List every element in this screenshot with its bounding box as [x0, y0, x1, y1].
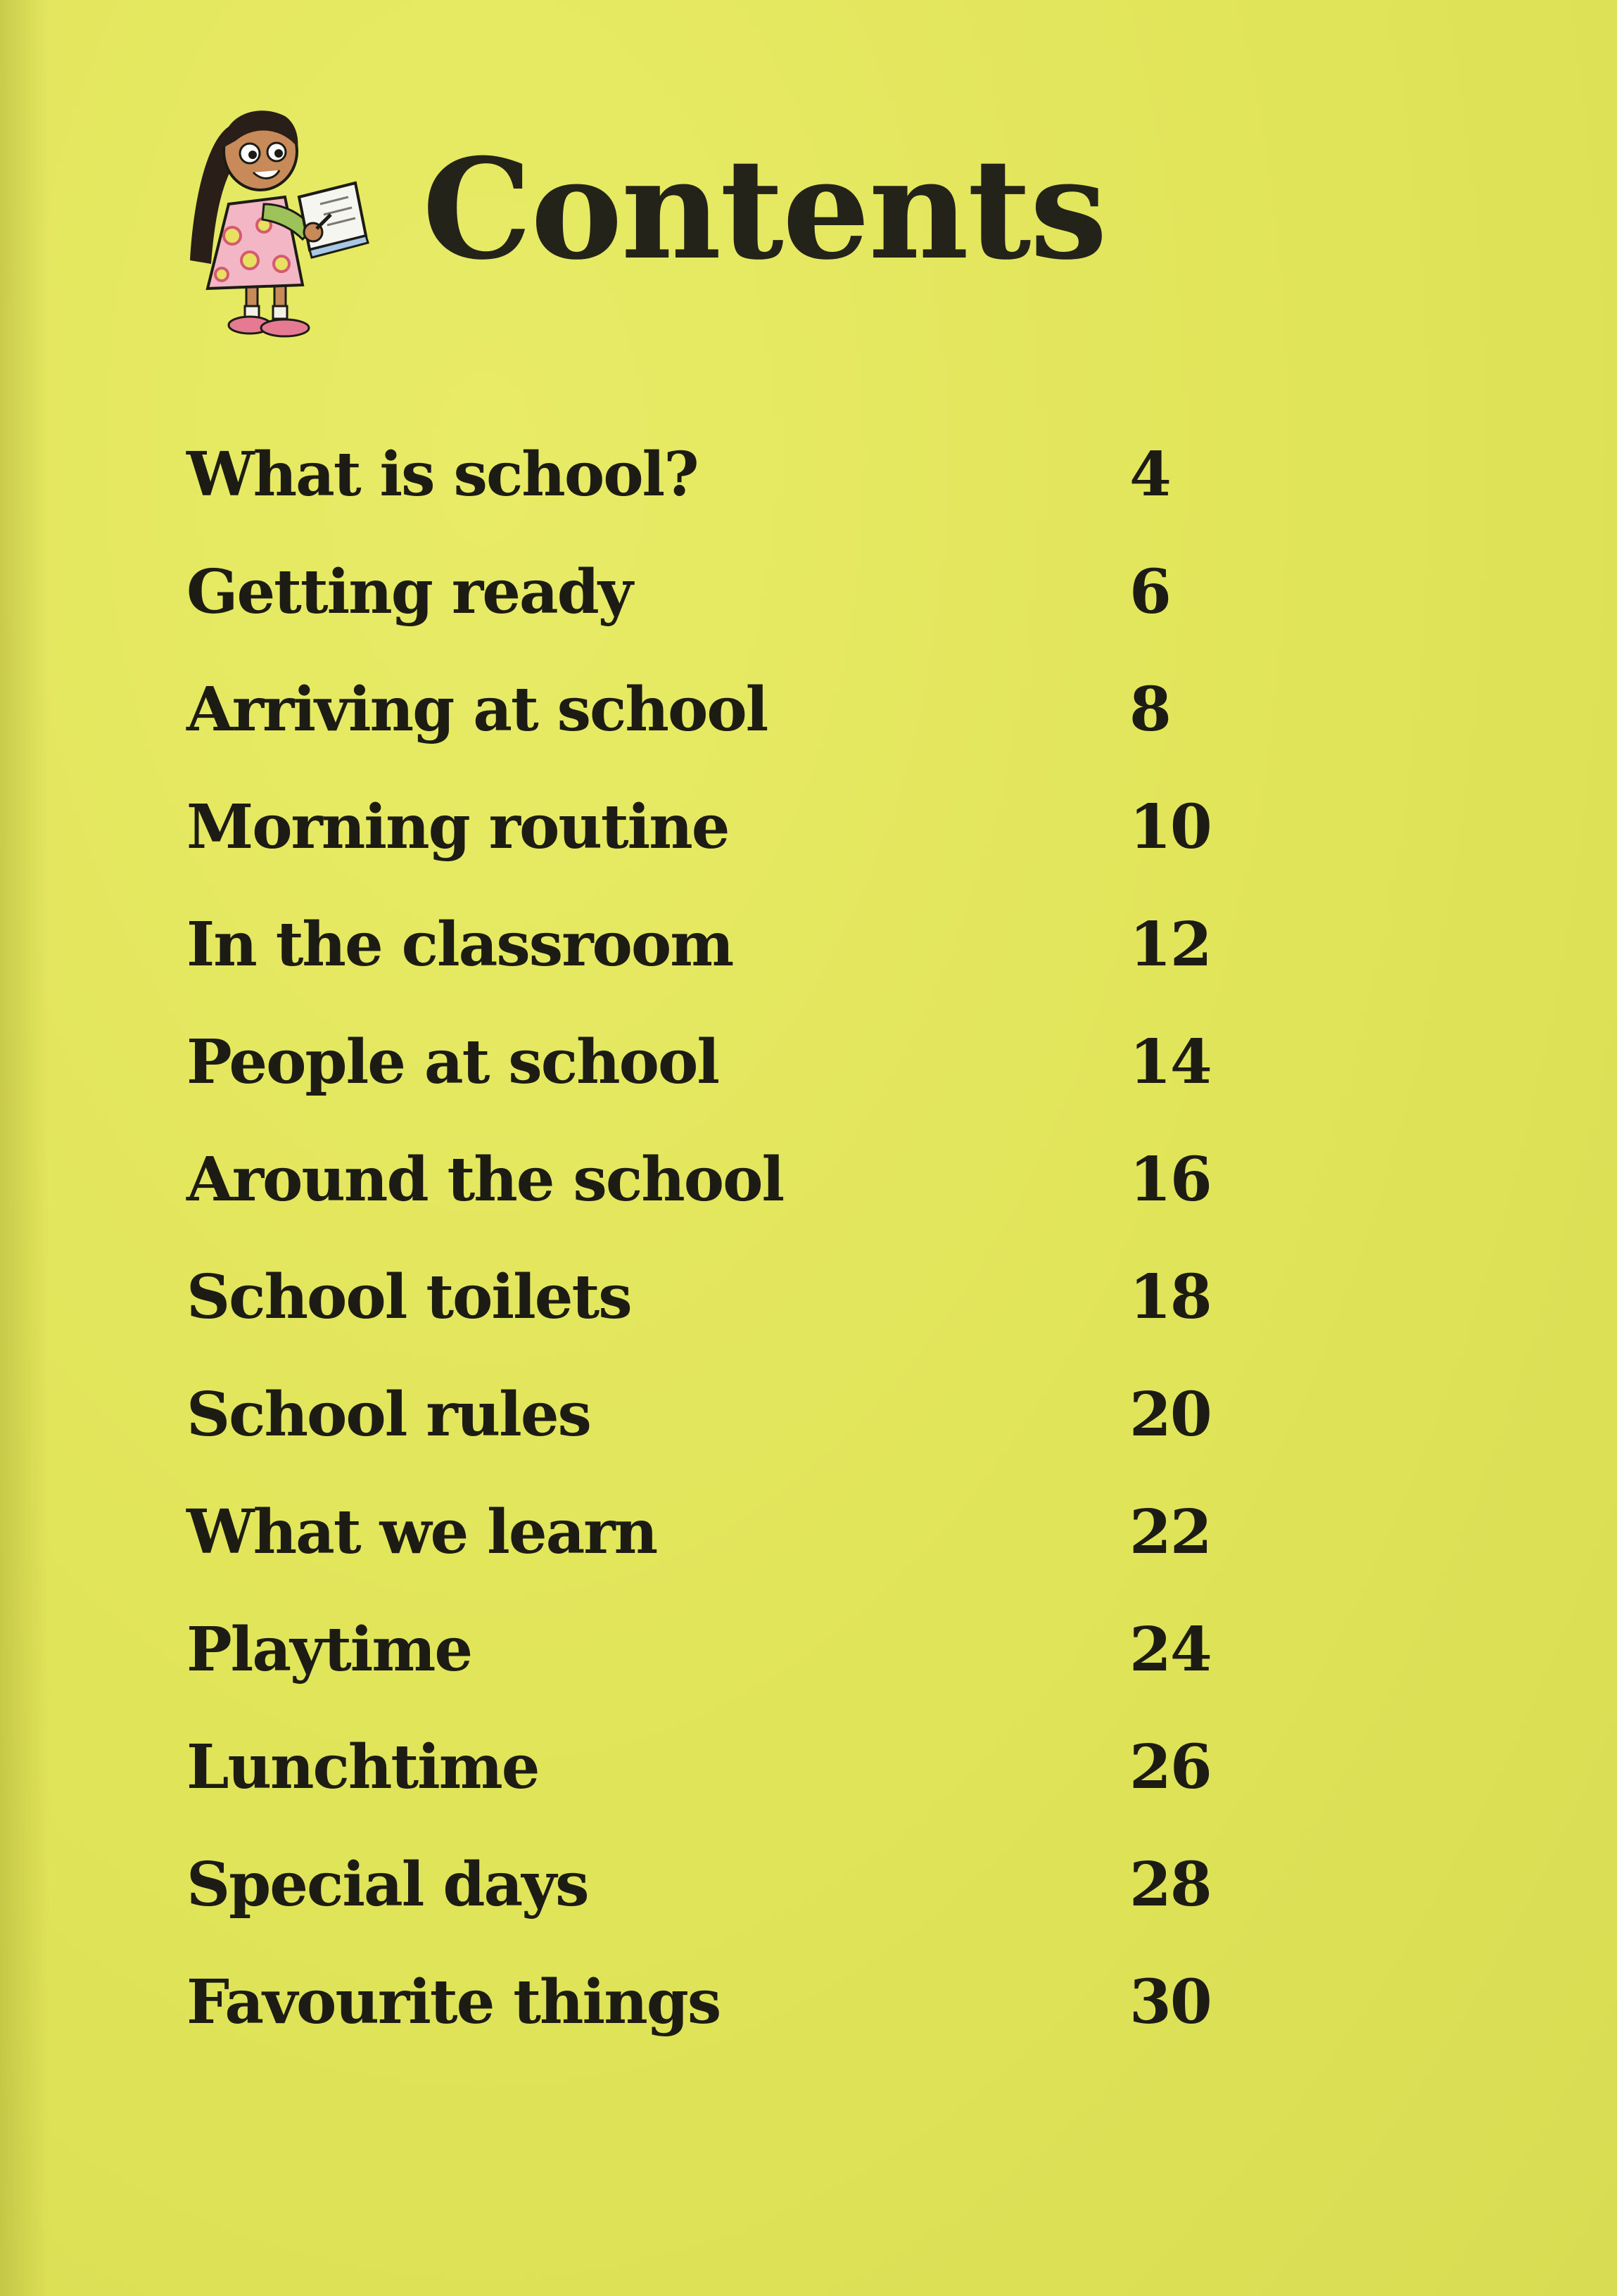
- toc-entry-title: Arriving at school: [186, 674, 768, 745]
- girl-reading-book-icon: [179, 99, 383, 352]
- toc-entry[interactable]: [186, 1725, 1242, 1843]
- toc-entry-title: People at school: [186, 1027, 718, 1098]
- toc-entry-title: Around the school: [186, 1144, 784, 1215]
- toc-entry[interactable]: [186, 433, 1242, 550]
- toc-entry[interactable]: [186, 1255, 1242, 1373]
- toc-entry-title: Getting ready: [186, 557, 632, 628]
- toc-entry-page-number: 6: [1129, 557, 1170, 628]
- toc-entry[interactable]: [186, 1490, 1242, 1608]
- toc-entry-title: Lunchtime: [186, 1732, 539, 1803]
- toc-entry-page-number: 16: [1129, 1144, 1211, 1215]
- toc-entry-page-number: 8: [1129, 674, 1170, 745]
- toc-entry-page-number: 28: [1129, 1849, 1211, 1920]
- toc-entry-page-number: 24: [1129, 1614, 1211, 1685]
- toc-entry[interactable]: [186, 1373, 1242, 1490]
- toc-entry-page-number: 10: [1129, 792, 1211, 863]
- page-edge-shadow: [0, 0, 49, 2296]
- toc-entry[interactable]: [186, 903, 1242, 1020]
- toc-entry-title: School toilets: [186, 1262, 631, 1333]
- toc-entry-title: Favourite things: [186, 1967, 721, 2038]
- toc-entry-page-number: 20: [1129, 1379, 1211, 1450]
- toc-entry-title: In the classroom: [186, 909, 733, 980]
- toc-entry[interactable]: [186, 1020, 1242, 1138]
- toc-entry-page-number: 30: [1129, 1967, 1211, 2038]
- toc-entry[interactable]: [186, 785, 1242, 903]
- toc-entry[interactable]: [186, 1608, 1242, 1725]
- toc-entry-page-number: 14: [1129, 1027, 1211, 1098]
- toc-entry[interactable]: [186, 550, 1242, 668]
- toc-entry-title: Playtime: [186, 1614, 472, 1685]
- toc-entry-title: Morning routine: [186, 792, 729, 863]
- toc-entry[interactable]: [186, 668, 1242, 785]
- toc-entry-title: What we learn: [186, 1497, 657, 1568]
- toc-entry-page-number: 12: [1129, 909, 1211, 980]
- page-title: Contents: [422, 129, 1106, 291]
- toc-entry-page-number: 22: [1129, 1497, 1211, 1568]
- toc-entry[interactable]: [186, 1960, 1242, 2078]
- table-of-contents: [186, 433, 1242, 2078]
- toc-entry[interactable]: [186, 1138, 1242, 1255]
- toc-entry-title: School rules: [186, 1379, 590, 1450]
- contents-header: [179, 99, 1106, 359]
- toc-entry-title: Special days: [186, 1849, 588, 1920]
- toc-entry[interactable]: [186, 1843, 1242, 1960]
- toc-entry-page-number: 18: [1129, 1262, 1211, 1333]
- toc-entry-title: What is school?: [186, 439, 698, 510]
- toc-entry-page-number: 4: [1129, 439, 1170, 510]
- toc-entry-page-number: 26: [1129, 1732, 1211, 1803]
